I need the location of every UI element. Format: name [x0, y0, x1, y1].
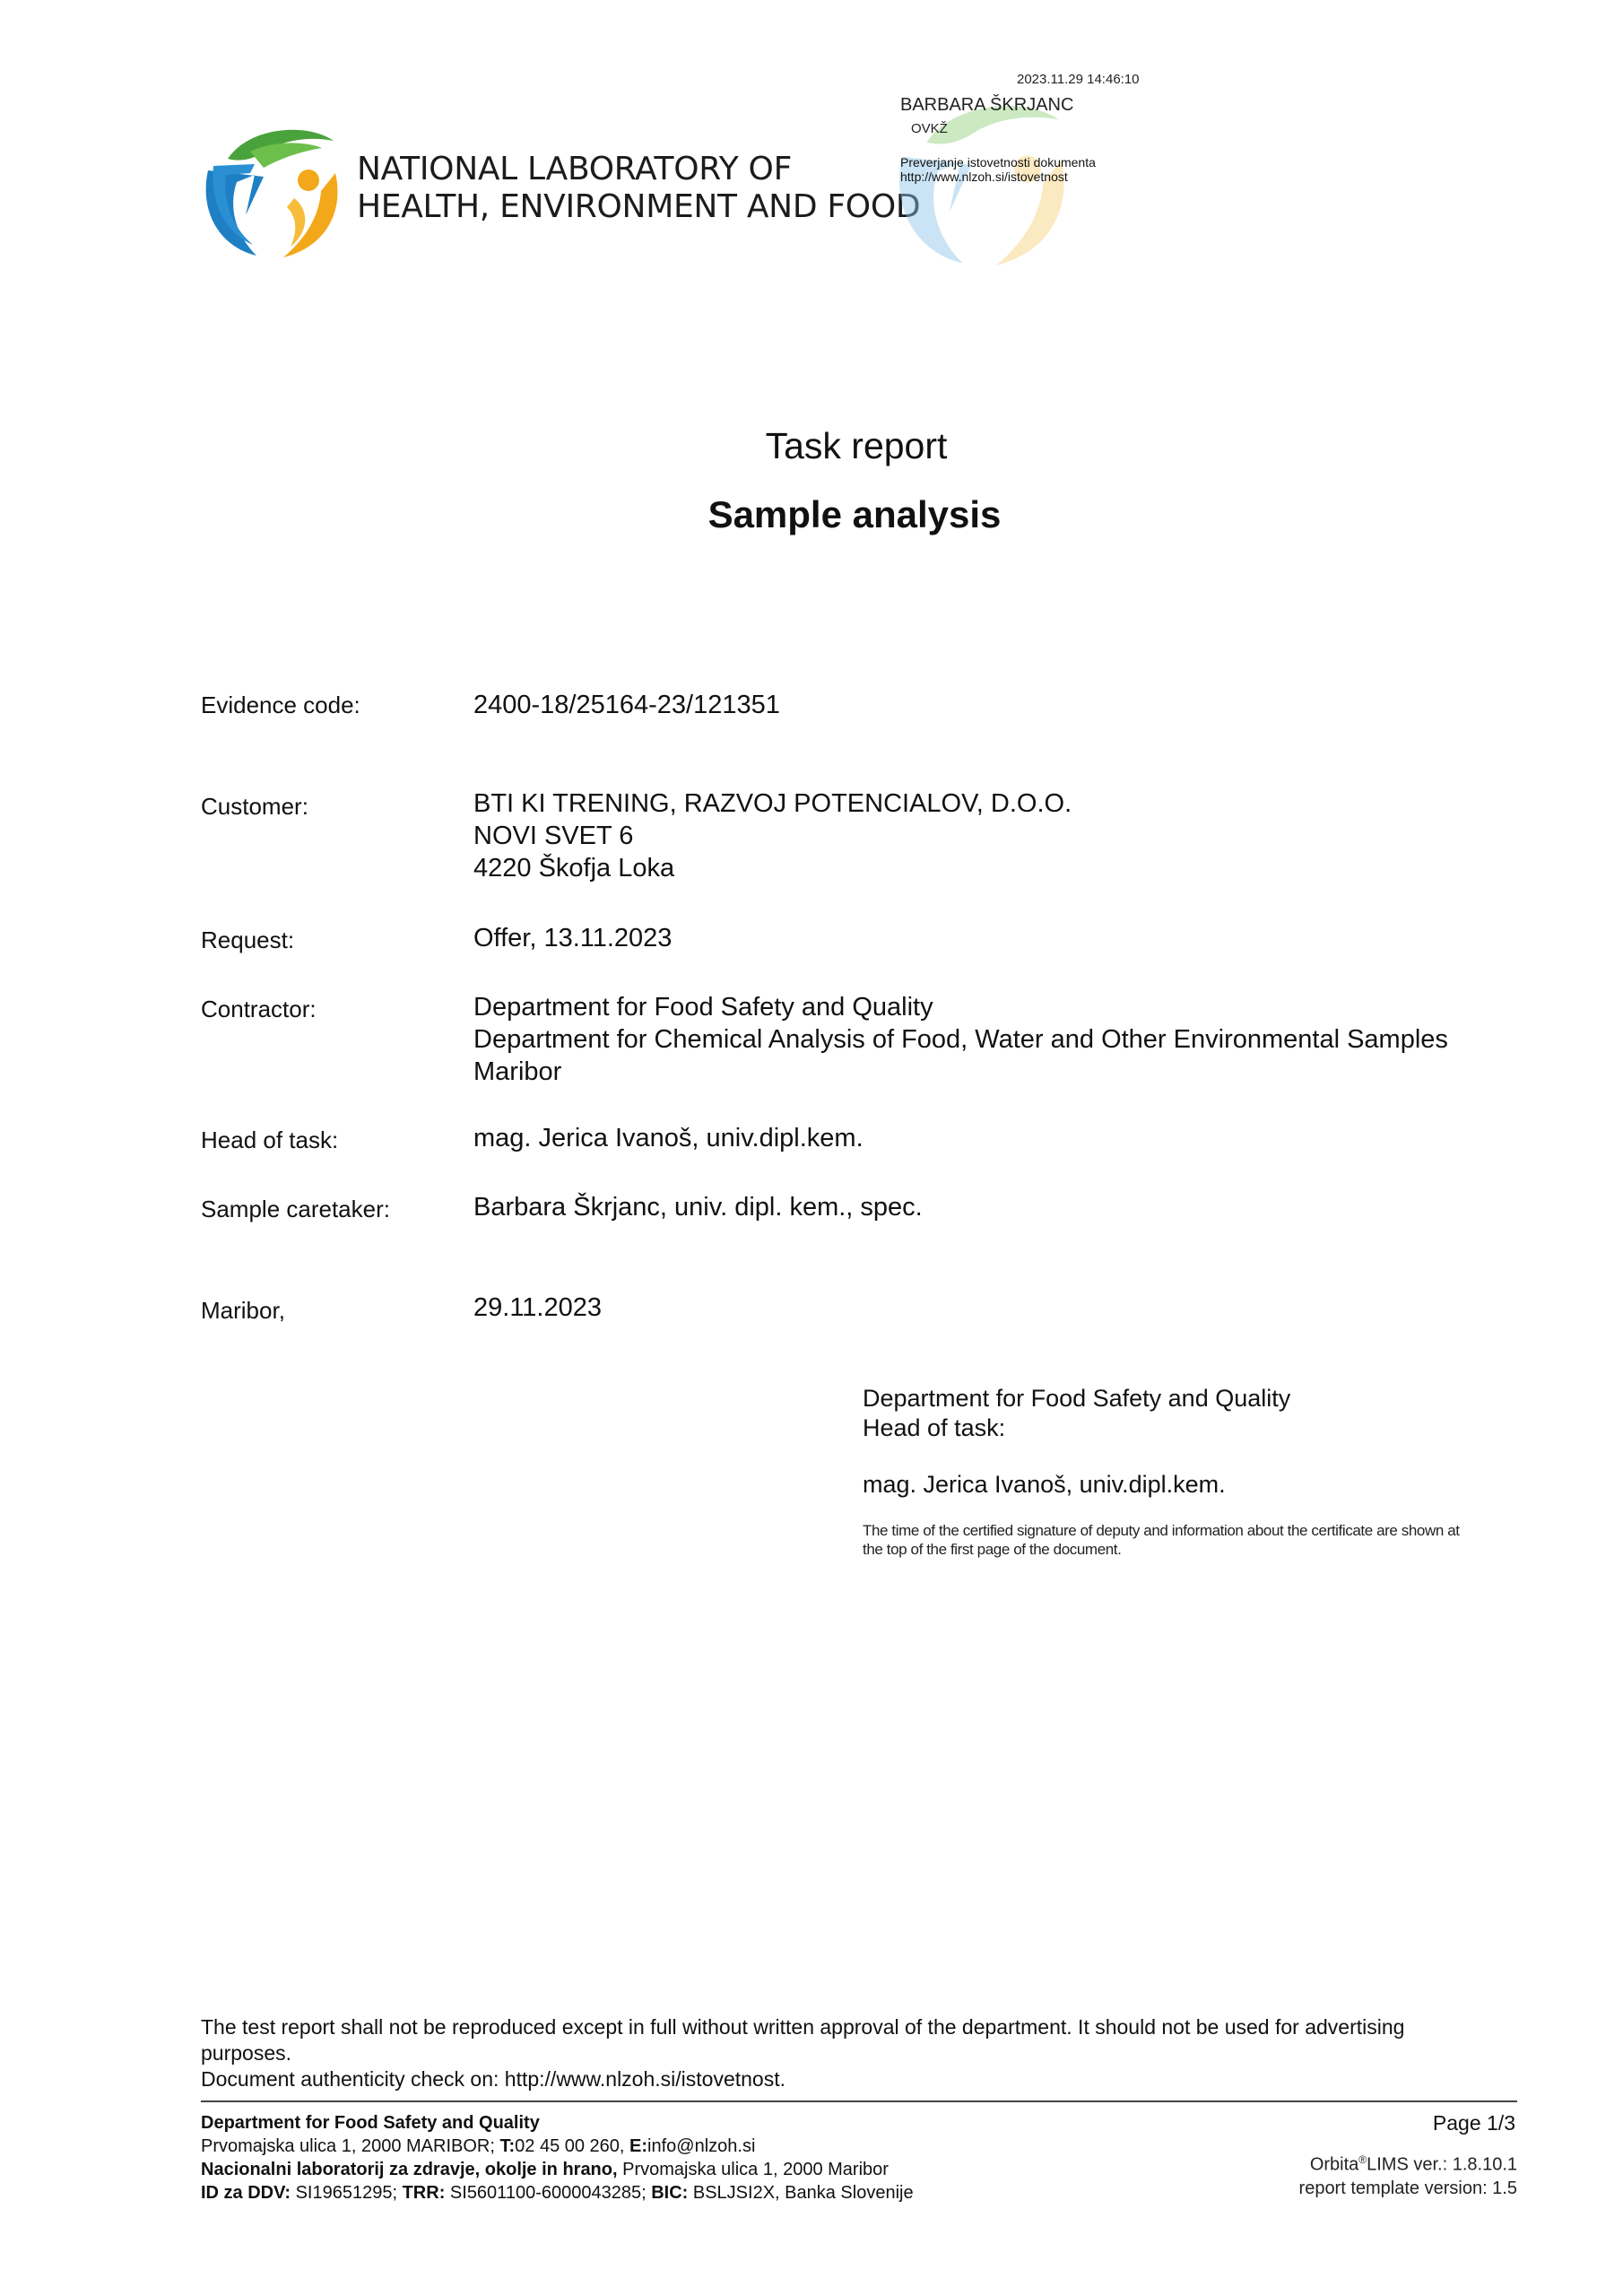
footer-phone: 02 45 00 260, — [515, 2136, 630, 2156]
customer-city: 4220 Škofja Loka — [473, 854, 675, 883]
head-of-task-label: Head of task: — [201, 1126, 339, 1153]
footer-bic: BSLJSI2X, Banka Slovenije — [688, 2183, 914, 2203]
signature-note-line1: The time of the certified signature of deputy and information about the certificate are shown at — [863, 1522, 1460, 1539]
signature-verify — [900, 155, 1096, 184]
place-label: Maribor, — [201, 1297, 285, 1324]
sample-caretaker-value: Barbara Škrjanc, univ. dipl. kem., spec. — [473, 1193, 923, 1222]
contractor-value — [473, 991, 1448, 1088]
customer-street: NOVI SVET 6 — [473, 822, 634, 850]
org-name-line2: HEALTH, ENVIRONMENT AND FOOD — [357, 188, 921, 225]
lims-prefix: Orbita — [1309, 2154, 1359, 2175]
footer-email[interactable]: info@nlzoh.si — [647, 2136, 756, 2156]
template-version: report template version: 1.5 — [1298, 2178, 1517, 2198]
signature-block-role: Head of task: — [863, 1414, 1006, 1441]
org-name-line1: NATIONAL LABORATORY OF — [357, 151, 792, 187]
disclaimer-line2: purposes. — [201, 2041, 292, 2065]
customer-label: Customer: — [201, 793, 308, 820]
signature-verify-text: Preverjanje istovetnosti dokumenta — [900, 155, 1096, 170]
footer-bic-label: BIC: — [651, 2183, 689, 2203]
report-date: 29.11.2023 — [473, 1293, 602, 1322]
request-label: Request: — [201, 926, 295, 953]
footer-ddv-label: ID za DDV: — [201, 2183, 291, 2203]
footer-divider — [201, 2100, 1517, 2102]
customer-value — [473, 787, 1072, 884]
footer-dept-name: Department for Food Safety and Quality — [201, 2113, 540, 2133]
signature-verify-url[interactable]: http://www.nlzoh.si/istovetnost — [900, 170, 1068, 184]
evidence-code-label: Evidence code: — [201, 691, 360, 718]
signature-block-name: mag. Jerica Ivanoš, univ.dipl.kem. — [863, 1471, 1226, 1498]
nlzoh-logo-icon — [201, 121, 344, 265]
footer-institute-address: Prvomajska ulica 1, 2000 Maribor — [617, 2160, 889, 2179]
footer-address: Prvomajska ulica 1, 2000 MARIBOR; — [201, 2136, 500, 2156]
footer-trr-label: TRR: — [402, 2183, 446, 2203]
contractor-line3: Maribor — [473, 1057, 562, 1086]
disclaimer-line1: The test report shall not be reproduced except in full without written approval of the department. It should not be used for advertising — [201, 2015, 1405, 2039]
head-of-task-value: mag. Jerica Ivanoš, univ.dipl.kem. — [473, 1124, 864, 1152]
footer-email-label: E: — [629, 2136, 648, 2156]
evidence-code-value: 2400-18/25164-23/121351 — [473, 691, 780, 719]
footer-disclaimer — [201, 2014, 1456, 2092]
authenticity-check[interactable]: Document authenticity check on: http://www.nlzoh.si/istovetnost. — [201, 2067, 785, 2091]
request-value: Offer, 13.11.2023 — [473, 924, 673, 952]
customer-name: BTI KI TRENING, RAZVOJ POTENCIALOV, D.O.O. — [473, 789, 1072, 818]
footer-phone-label: T: — [499, 2136, 516, 2156]
signature-block-department — [863, 1384, 1290, 1443]
lims-registered: ® — [1358, 2153, 1367, 2166]
footer-trr: SI5601100-6000043285; — [445, 2183, 652, 2203]
lims-info — [1237, 2148, 1517, 2200]
footer-institute: Nacionalni laboratorij za zdravje, okolje in hrano, — [201, 2160, 618, 2179]
page-subtitle: Sample analysis — [707, 493, 1002, 535]
signature-unit: OVKŽ — [911, 121, 948, 136]
signature-note-line2: the top of the first page of the document. — [863, 1541, 1122, 1558]
signature-block-note — [863, 1521, 1508, 1559]
contractor-label: Contractor: — [201, 996, 317, 1022]
signature-signer: BARBARA ŠKRJANC — [900, 95, 1074, 115]
sample-caretaker-label: Sample caretaker: — [201, 1196, 390, 1222]
org-name — [357, 151, 920, 226]
contractor-line2: Department for Chemical Analysis of Food, Water and Other Environmental Samples — [473, 1025, 1448, 1054]
signature-block-dept-name: Department for Food Safety and Quality — [863, 1385, 1291, 1412]
signature-timestamp: 2023.11.29 14:46:10 — [1017, 72, 1140, 87]
contractor-line1: Department for Food Safety and Quality — [473, 993, 933, 1022]
footer-ddv: SI19651295; — [291, 2183, 403, 2203]
page-title: Task report — [765, 425, 948, 466]
footer-contact — [201, 2111, 914, 2205]
page-number: Page 1/3 — [1432, 2111, 1515, 2135]
lims-version: LIMS ver.: 1.8.10.1 — [1367, 2154, 1517, 2175]
